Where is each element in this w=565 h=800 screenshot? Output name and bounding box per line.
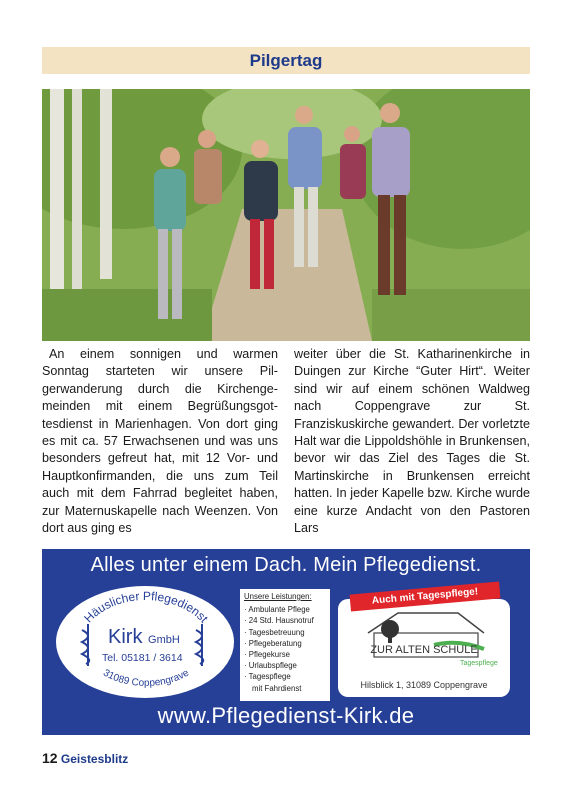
publication-name: Geistesblitz [60, 752, 129, 766]
page-title: Pilgertag [249, 50, 323, 70]
tagespflege-ribbon: Auch mit Tagespflege! [350, 581, 501, 611]
title-bar [42, 47, 530, 74]
logo-arc-top: Häuslicher Pflegedienst [81, 588, 211, 626]
service-item: · Pflegekurse [244, 650, 290, 660]
caduceus-icon-right [196, 624, 203, 666]
service-item: · Ambulante Pflege [244, 605, 310, 615]
service-item: · Tagesbetreuung [244, 627, 305, 637]
kirk-logo [56, 586, 234, 698]
service-item: · Urlaubspflege [244, 661, 297, 671]
logo-arc-bottom: 31089 Coppengrave [101, 667, 191, 689]
page-number: 12 [42, 750, 58, 766]
service-item: mit Fahrdienst [252, 683, 302, 693]
school-house-icon [338, 599, 510, 679]
page-footer [42, 750, 128, 766]
photo-illustration [42, 89, 530, 341]
school-name: ZUR ALTEN SCHULE [370, 644, 478, 656]
school-address: Hilsblick 1, 31089 Coppengrave [360, 680, 488, 690]
service-item: · 24 Std. Hausnotruf [244, 616, 314, 626]
service-item: · Tagespflege [244, 672, 291, 682]
services-list [240, 589, 330, 701]
article-column-right: weiter über die St. Katharinenkirche in Duingen zur Kirche “Guter Hirt“. Weiter sind wir auf einem schönen Waldweg nach Coppengrave zur St. Franziskuskirche gewandert. Der vorletzte Halt war die Lippoldshöhle in Brunkensen, bevor wir das Ziel des Tages die St. Martinskirche in Brunkensen erreicht hatten. In jeder Kapelle bzw. Kirche wurde eine kurze Andacht von den Pastoren Lars [294, 347, 530, 536]
alte-schule-logo [338, 599, 510, 697]
pilgrimage-photo [42, 89, 530, 341]
article-column-left: An einem sonnigen und warmen Sonntag starteten wir unsere Pilgerwanderung durch die Kirchengemeinden mit einem Begrüßungsgottesdienst in Marienhagen. Von dort ging es mit ca. 57 Erwachsenen und was uns besonders gefreut hat, mit 12 Vor- und Hauptkonfirmanden, die uns zum Teil auch mit dem Fahrrad begleitet haben, zur Maternuskapelle nach Weenzen. Von dort aus ging es [42, 347, 278, 536]
caduceus-icon-left [82, 624, 89, 666]
ad-website-link[interactable]: www.Pflegedienst-Kirk.de [157, 703, 415, 728]
ad-headline: Alles unter einem Dach. Mein Pflegedienst. [90, 554, 482, 576]
services-heading: Unsere Leistungen: [244, 592, 312, 601]
advertisement [42, 549, 530, 735]
service-item: · Pflegeberatung [244, 638, 302, 648]
school-sub: Tagespflege [460, 660, 498, 667]
logo-phone: Tel. 05181 / 3614 [102, 652, 183, 664]
logo-name: Kirk GmbH [108, 626, 180, 648]
